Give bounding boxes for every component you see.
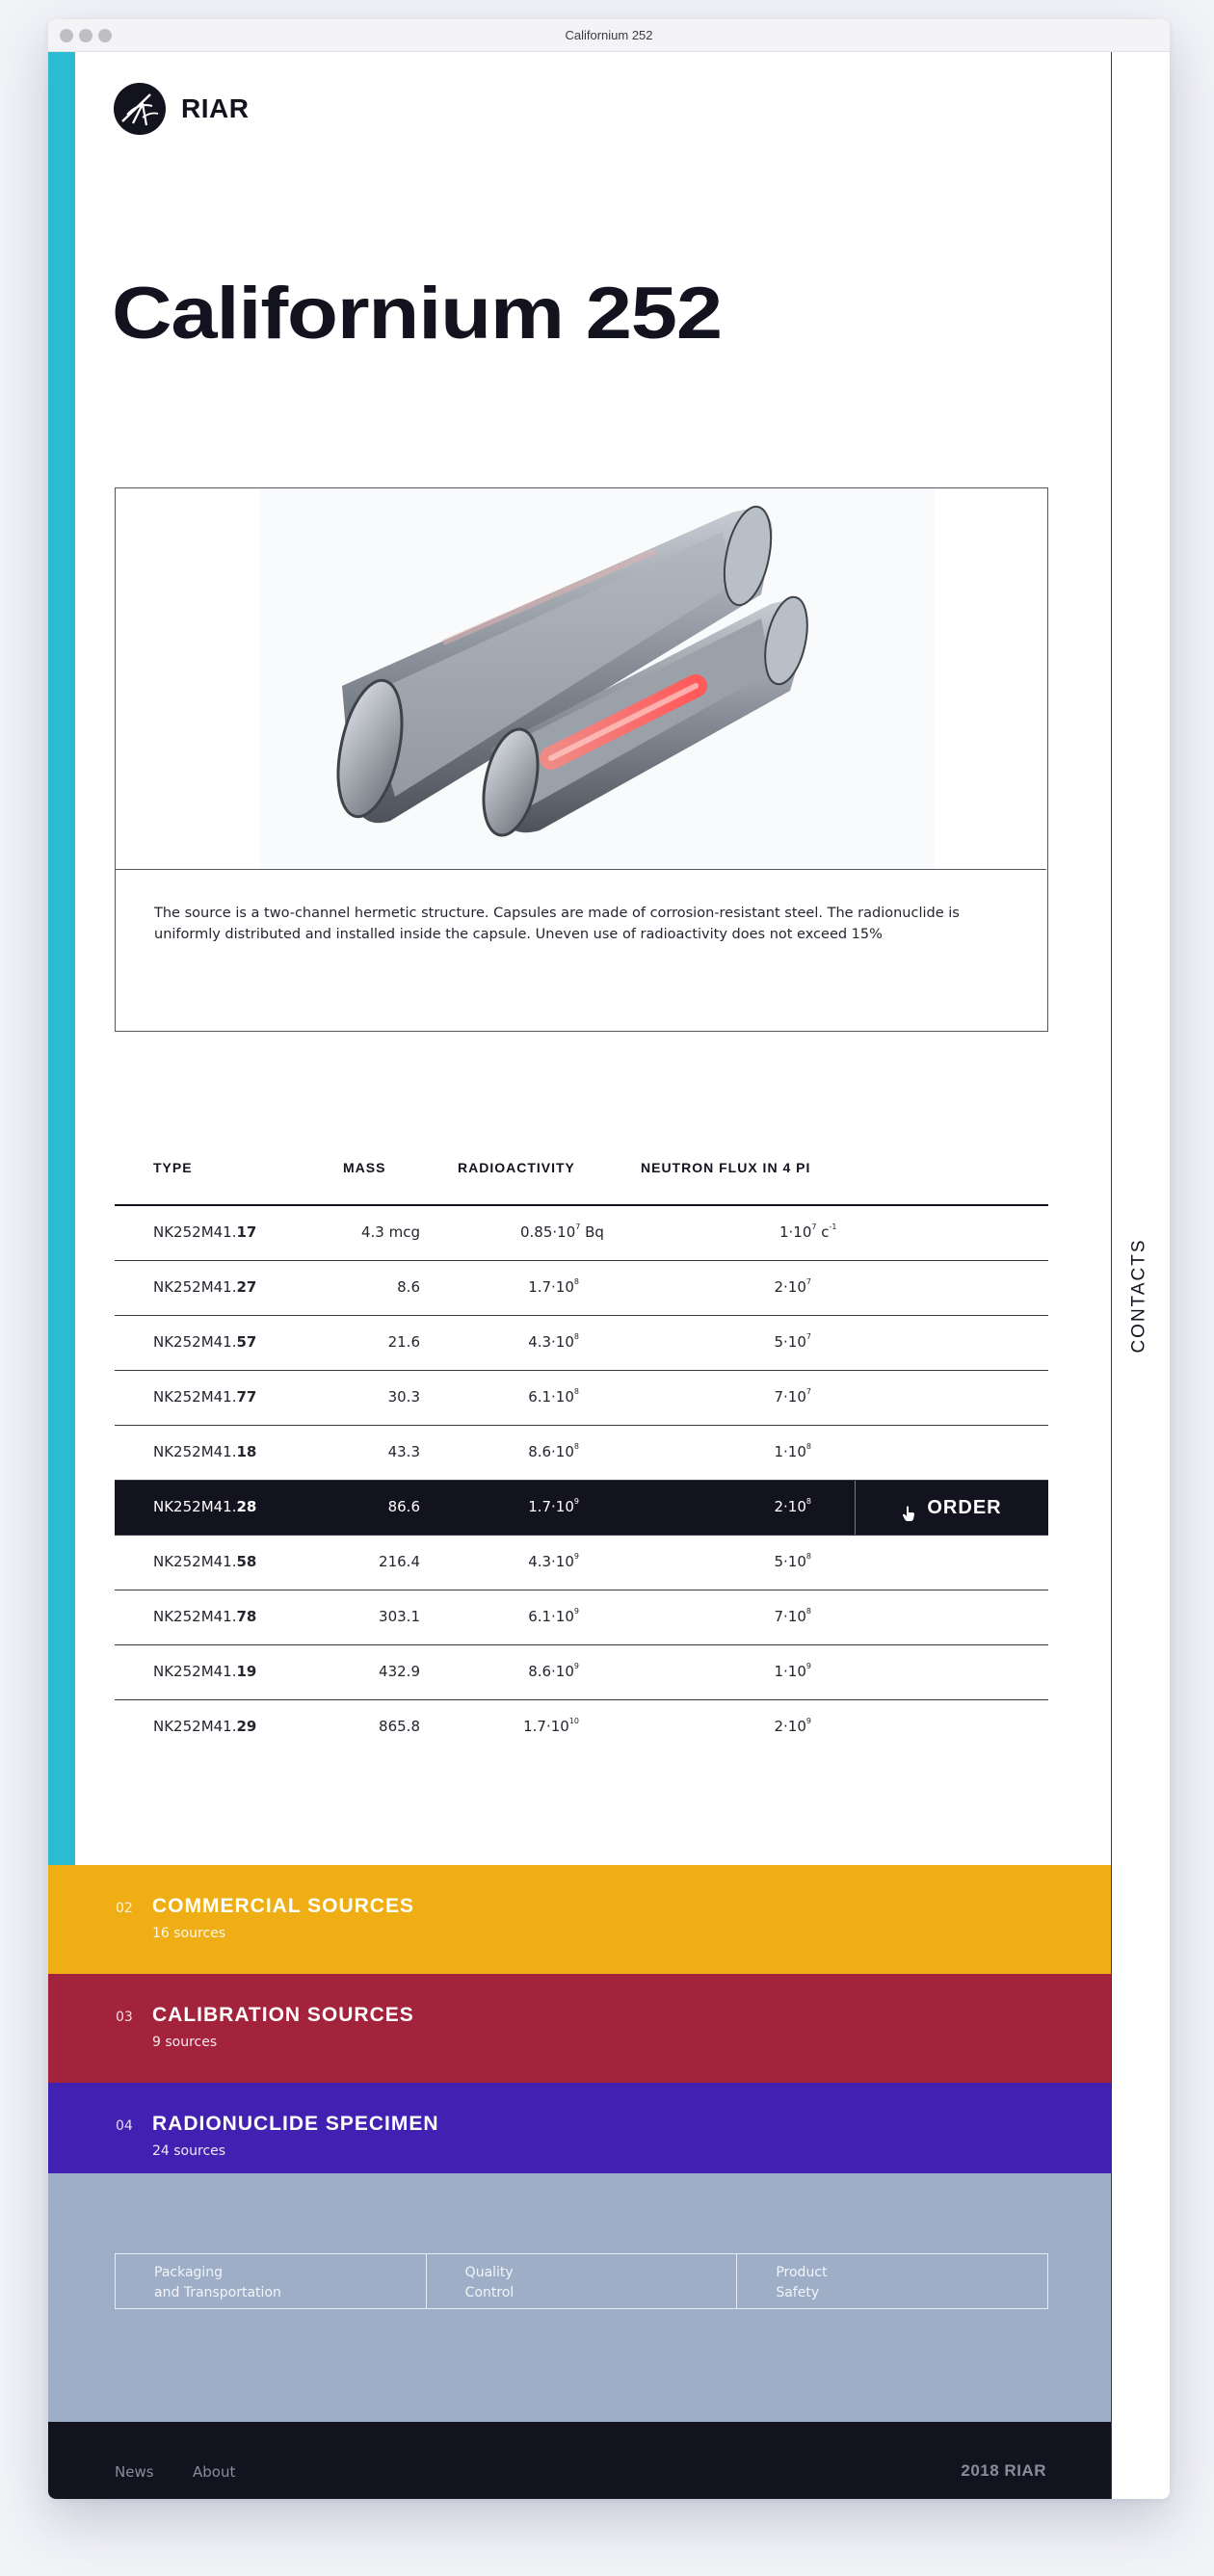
order-button[interactable]	[855, 1481, 1048, 1535]
product-card	[115, 487, 1048, 1032]
page-title: Californium 252	[112, 273, 722, 355]
neutron-flux-cell	[779, 1223, 837, 1241]
flux-exponent: 8	[805, 1552, 811, 1561]
table-row[interactable]	[115, 1426, 1048, 1481]
category-count: 24 sources	[152, 2143, 226, 2159]
flux-exponent: 8	[805, 1607, 811, 1616]
neutron-flux-cell	[775, 1388, 812, 1406]
type-prefix: NK252M41.	[153, 1278, 237, 1296]
type-prefix: NK252M41.	[153, 1663, 237, 1680]
activity-exponent: 7	[575, 1222, 581, 1231]
neutron-flux-cell	[775, 1553, 812, 1570]
neutron-flux-cell	[775, 1498, 812, 1515]
activity-exponent: 9	[573, 1607, 579, 1616]
flux-base: 7·10	[774, 1388, 806, 1406]
flux-base: 5·10	[774, 1553, 806, 1570]
flux-unit: c	[816, 1223, 830, 1241]
activity-exponent: 8	[573, 1387, 579, 1396]
activity-exponent: 9	[573, 1497, 579, 1506]
riar-logo-icon	[114, 83, 166, 135]
logo-link[interactable]	[114, 83, 249, 135]
category-name: COMMERCIAL SOURCES	[152, 1895, 414, 1917]
flux-exponent: 7	[805, 1332, 811, 1341]
category-band[interactable]	[48, 1974, 1111, 2083]
neutron-flux-cell	[775, 1663, 812, 1680]
table-row[interactable]	[115, 1316, 1048, 1371]
radioactivity-cell	[528, 1443, 579, 1460]
header-radioactivity: RADIOACTIVITY	[458, 1160, 575, 1175]
about-link[interactable]: About	[193, 2463, 236, 2481]
product-description: The source is a two-channel hermetic structure. Capsules are made of corrosion-resistant steel. The radionuclide is uniformly distributed and installed inside the capsule. Uneven use of radioactivity does not exceed 15%	[154, 906, 960, 942]
browser-window	[48, 19, 1170, 2499]
activity-exponent: 9	[573, 1552, 579, 1561]
type-cell	[153, 1443, 256, 1460]
radioactivity-cell	[528, 1278, 579, 1296]
type-suffix: 17	[236, 1223, 257, 1241]
category-count: 9 sources	[152, 2035, 218, 2050]
activity-base: 1.7·10	[528, 1498, 574, 1515]
type-suffix: 28	[236, 1498, 257, 1515]
radioactivity-cell	[528, 1663, 579, 1680]
table-row[interactable]	[115, 1261, 1048, 1316]
flux-base: 7·10	[774, 1608, 806, 1625]
type-suffix: 58	[236, 1553, 257, 1570]
type-suffix: 57	[236, 1333, 257, 1351]
footer	[48, 2422, 1111, 2499]
radioactivity-cell	[528, 1498, 579, 1515]
activity-exponent: 9	[573, 1662, 579, 1670]
brand-name: RIAR	[181, 93, 250, 123]
table-header	[115, 1141, 1048, 1206]
radioactivity-cell	[523, 1718, 579, 1735]
flux-base: 1·10	[774, 1443, 806, 1460]
type-cell	[153, 1663, 256, 1680]
type-cell	[153, 1718, 256, 1735]
category-name: CALIBRATION SOURCES	[152, 2004, 414, 2026]
flux-exponent: 9	[805, 1717, 811, 1725]
flux-base: 2·10	[774, 1278, 806, 1296]
table-row[interactable]	[115, 1206, 1048, 1261]
mass-cell: 30.3	[387, 1388, 420, 1406]
copyright: 2018 RIAR	[961, 2461, 1046, 2480]
activity-base: 4.3·10	[528, 1333, 574, 1351]
radioactivity-cell	[528, 1608, 579, 1625]
flux-base: 2·10	[774, 1718, 806, 1735]
pointer-hand-icon	[902, 1506, 915, 1521]
contacts-label: CONTACTS	[1129, 1238, 1149, 1354]
header-mass: MASS	[343, 1160, 386, 1175]
flux-exponent: 7	[805, 1387, 811, 1396]
type-suffix: 78	[236, 1608, 257, 1625]
type-cell	[153, 1388, 256, 1406]
header-type: TYPE	[153, 1160, 193, 1175]
mass-cell: 8.6	[397, 1278, 420, 1296]
type-cell	[153, 1553, 256, 1570]
type-prefix: NK252M41.	[153, 1388, 237, 1406]
type-prefix: NK252M41.	[153, 1553, 237, 1570]
mass-cell: 216.4	[379, 1553, 420, 1570]
neutron-flux-cell	[775, 1278, 812, 1296]
type-prefix: NK252M41.	[153, 1223, 237, 1241]
activity-exponent: 8	[573, 1442, 579, 1451]
specs-table	[115, 1141, 1048, 1755]
neutron-flux-cell	[775, 1718, 812, 1735]
activity-base: 4.3·10	[528, 1553, 574, 1570]
flux-exponent: 7	[805, 1277, 811, 1286]
flux-exponent: 9	[805, 1662, 811, 1670]
flux-base: 1·10	[774, 1663, 806, 1680]
radioactivity-cell	[528, 1333, 579, 1351]
neutron-flux-cell	[775, 1443, 812, 1460]
activity-unit: Bq	[580, 1223, 604, 1241]
type-cell	[153, 1223, 256, 1241]
type-cell	[153, 1608, 256, 1625]
flux-base: 1·10	[779, 1223, 812, 1241]
activity-exponent: 10	[568, 1717, 579, 1725]
table-row[interactable]	[115, 1536, 1048, 1590]
order-label: ORDER	[927, 1496, 1002, 1518]
flux-base: 2·10	[774, 1498, 806, 1515]
mass-cell: 4.3 mcg	[360, 1223, 420, 1241]
type-prefix: NK252M41.	[153, 1498, 237, 1515]
product-image	[116, 488, 1046, 870]
header-neutron-flux: NEUTRON FLUX IN 4 PI	[641, 1160, 811, 1175]
activity-exponent: 8	[573, 1332, 579, 1341]
window-title: Californium 252	[565, 28, 653, 42]
activity-base: 6.1·10	[528, 1388, 574, 1406]
radioactivity-cell	[528, 1388, 579, 1406]
category-band[interactable]	[48, 1865, 1111, 1974]
category-number: 02	[116, 1901, 133, 1916]
type-prefix: NK252M41.	[153, 1718, 237, 1735]
accent-stripe	[48, 52, 75, 1865]
info-links	[115, 2253, 1048, 2309]
type-suffix: 18	[236, 1443, 257, 1460]
table-row[interactable]	[115, 1700, 1048, 1755]
activity-base: 6.1·10	[528, 1608, 574, 1625]
table-row[interactable]	[115, 1371, 1048, 1426]
title-bar	[48, 19, 1170, 52]
flux-exponent: 7	[811, 1222, 817, 1231]
mass-cell: 21.6	[387, 1333, 420, 1351]
mass-cell: 432.9	[379, 1663, 420, 1680]
flux-exponent: 8	[805, 1442, 811, 1451]
type-suffix: 29	[236, 1718, 257, 1735]
radioactivity-cell	[520, 1223, 604, 1241]
table-row[interactable]	[115, 1645, 1048, 1700]
type-cell	[153, 1333, 256, 1351]
activity-base: 1.7·10	[523, 1718, 569, 1735]
neutron-flux-cell	[775, 1608, 812, 1625]
packaging-transport-link[interactable]: Packaging and Transportation	[116, 2254, 427, 2308]
info-links-section	[48, 2173, 1111, 2422]
mass-cell: 86.6	[387, 1498, 420, 1515]
table-row[interactable]	[115, 1590, 1048, 1645]
activity-base: 0.85·10	[520, 1223, 576, 1241]
category-count: 16 sources	[152, 1926, 226, 1941]
mass-cell: 865.8	[379, 1718, 420, 1735]
type-cell	[153, 1498, 256, 1515]
flux-exponent: 8	[805, 1497, 811, 1506]
activity-base: 8.6·10	[528, 1663, 574, 1680]
flux-base: 5·10	[774, 1333, 806, 1351]
type-prefix: NK252M41.	[153, 1333, 237, 1351]
product-safety-link[interactable]: Product Safety	[776, 2265, 828, 2300]
flux-unit-exponent: -1	[829, 1222, 837, 1231]
type-suffix: 77	[236, 1388, 257, 1406]
mass-cell: 303.1	[379, 1608, 420, 1625]
activity-base: 8.6·10	[528, 1443, 574, 1460]
type-prefix: NK252M41.	[153, 1608, 237, 1625]
table-row[interactable]	[115, 1481, 1048, 1536]
type-suffix: 27	[236, 1278, 257, 1296]
radioactivity-cell	[528, 1553, 579, 1570]
contacts-tab[interactable]	[1125, 1238, 1154, 1354]
capsule-illustration	[116, 488, 1046, 870]
category-number: 04	[116, 2118, 133, 2134]
category-number: 03	[116, 2010, 133, 2025]
neutron-flux-cell	[775, 1333, 812, 1351]
type-cell	[153, 1278, 256, 1296]
type-prefix: NK252M41.	[153, 1443, 237, 1460]
type-suffix: 19	[236, 1663, 257, 1680]
quality-control-link[interactable]: Quality Control	[427, 2254, 738, 2308]
mass-cell: 43.3	[387, 1443, 420, 1460]
category-name: RADIONUCLIDE SPECIMEN	[152, 2113, 439, 2135]
activity-base: 1.7·10	[528, 1278, 574, 1296]
activity-exponent: 8	[573, 1277, 579, 1286]
news-link[interactable]: News	[115, 2463, 154, 2481]
